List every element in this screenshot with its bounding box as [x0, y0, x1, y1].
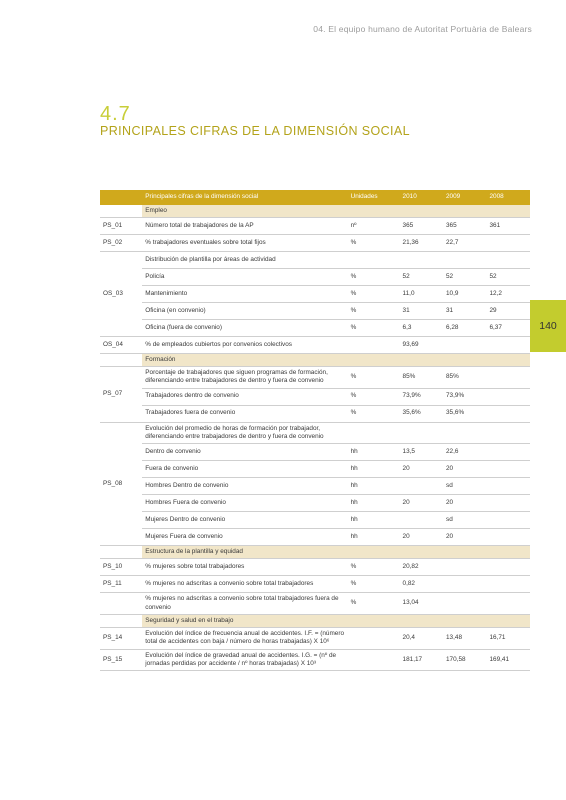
indicator-desc: Mujeres Dentro de convenio: [142, 512, 347, 529]
value-2009: 20: [443, 461, 486, 478]
unit-cell: hh: [348, 478, 400, 495]
value-2009: 20: [443, 495, 486, 512]
value-2008: 16,71: [486, 627, 530, 649]
unit-cell: %: [348, 405, 400, 422]
table-header-row: [100, 190, 530, 205]
indicator-desc: Trabajadores dentro de convenio: [142, 388, 347, 405]
table-row: [100, 303, 530, 320]
value-2008: [486, 495, 530, 512]
header-2010: 2010: [400, 190, 443, 205]
value-2009: 13,48: [443, 627, 486, 649]
indicator-code: OS_04: [100, 337, 142, 354]
value-2010: [400, 512, 443, 529]
unit-cell: [348, 627, 400, 649]
indicator-code: OS_03: [100, 252, 142, 337]
header-code: [100, 190, 142, 205]
value-2008: 169,41: [486, 649, 530, 671]
table-row: [100, 478, 530, 495]
value-2010: 11,0: [400, 286, 443, 303]
social-figures-table: [100, 190, 530, 671]
value-2010: 85%: [400, 367, 443, 389]
value-2010: 52: [400, 269, 443, 286]
section-label: Estructura de la plantilla y equidad: [142, 546, 530, 559]
page-number: 140: [539, 320, 557, 332]
header-2009: 2009: [443, 190, 486, 205]
unit-cell: %: [348, 576, 400, 593]
value-2008: 361: [486, 218, 530, 235]
indicator-code: PS_02: [100, 235, 142, 252]
section-title: PRINCIPALES CIFRAS DE LA DIMENSIÓN SOCIAL: [100, 124, 410, 138]
value-2009: [443, 252, 486, 269]
value-2008: [486, 461, 530, 478]
unit-cell: [348, 252, 400, 269]
value-2010: 181,17: [400, 649, 443, 671]
table-row: [100, 218, 530, 235]
indicator-code: PS_10: [100, 559, 142, 576]
unit-cell: hh: [348, 512, 400, 529]
table-row: [100, 422, 530, 444]
value-2008: 12,2: [486, 286, 530, 303]
value-2009: 22,6: [443, 444, 486, 461]
value-2010: 20: [400, 495, 443, 512]
value-2010: [400, 422, 443, 444]
value-2008: [486, 405, 530, 422]
table-row: [100, 320, 530, 337]
unit-cell: hh: [348, 444, 400, 461]
value-2008: [486, 593, 530, 615]
unit-cell: nº: [348, 218, 400, 235]
value-2010: 6,3: [400, 320, 443, 337]
value-2008: [486, 367, 530, 389]
section-row: [100, 546, 530, 559]
indicator-desc: Hombres Dentro de convenio: [142, 478, 347, 495]
unit-cell: %: [348, 303, 400, 320]
indicator-desc: Evolución del índice de frecuencia anual de accidentes. I.F. = (número total de accidentes con baja / número de horas trabajadas) X 10⁶: [142, 627, 347, 649]
value-2008: 52: [486, 269, 530, 286]
value-2010: 20: [400, 529, 443, 546]
section-row: [100, 205, 530, 218]
value-2009: [443, 593, 486, 615]
header-indicator: Principales cifras de la dimensión social: [142, 190, 347, 205]
table-row: [100, 252, 530, 269]
unit-cell: %: [348, 593, 400, 615]
value-2009: 6,28: [443, 320, 486, 337]
table-row: [100, 444, 530, 461]
value-2008: [486, 559, 530, 576]
unit-cell: %: [348, 320, 400, 337]
indicator-code: PS_11: [100, 576, 142, 593]
value-2010: 13,5: [400, 444, 443, 461]
indicator-desc: Mujeres Fuera de convenio: [142, 529, 347, 546]
value-2009: 85%: [443, 367, 486, 389]
value-2008: [486, 252, 530, 269]
table-row: [100, 405, 530, 422]
table-row: [100, 512, 530, 529]
value-2010: 13,04: [400, 593, 443, 615]
value-2010: 93,69: [400, 337, 443, 354]
value-2009: sd: [443, 512, 486, 529]
header-2008: 2008: [486, 190, 530, 205]
value-2010: [400, 478, 443, 495]
value-2009: 170,58: [443, 649, 486, 671]
value-2010: 0,82: [400, 576, 443, 593]
value-2008: [486, 388, 530, 405]
value-2009: 52: [443, 269, 486, 286]
indicator-code: PS_01: [100, 218, 142, 235]
value-2009: [443, 337, 486, 354]
indicator-desc: % mujeres sobre total trabajadores: [142, 559, 347, 576]
unit-cell: %: [348, 286, 400, 303]
indicator-desc: % mujeres no adscritas a convenio sobre total trabajadores fuera de convenio: [142, 593, 347, 615]
unit-cell: %: [348, 388, 400, 405]
value-2008: 29: [486, 303, 530, 320]
unit-cell: %: [348, 559, 400, 576]
table-row: [100, 649, 530, 671]
indicator-desc: % mujeres no adscritas a convenio sobre total trabajadores: [142, 576, 347, 593]
value-2010: 20,4: [400, 627, 443, 649]
value-2009: 20: [443, 529, 486, 546]
table-row: [100, 337, 530, 354]
value-2008: [486, 478, 530, 495]
indicator-desc: % trabajadores eventuales sobre total fijos: [142, 235, 347, 252]
value-2008: [486, 512, 530, 529]
value-2010: [400, 252, 443, 269]
table-row: [100, 593, 530, 615]
header-unit: Unidades: [348, 190, 400, 205]
indicator-code: PS_14: [100, 627, 142, 649]
table-row: [100, 529, 530, 546]
value-2010: 73,9%: [400, 388, 443, 405]
indicator-desc: Hombres Fuera de convenio: [142, 495, 347, 512]
value-2009: 35,6%: [443, 405, 486, 422]
indicator-code: PS_08: [100, 422, 142, 546]
unit-cell: hh: [348, 461, 400, 478]
table-row: [100, 388, 530, 405]
unit-cell: %: [348, 269, 400, 286]
section-label: Formación: [142, 354, 530, 367]
page-number-tab: [530, 300, 566, 352]
section-number: 4.7: [100, 103, 131, 125]
value-2010: 35,6%: [400, 405, 443, 422]
unit-cell: hh: [348, 529, 400, 546]
indicator-desc: Trabajadores fuera de convenio: [142, 405, 347, 422]
unit-cell: %: [348, 235, 400, 252]
table-row: [100, 367, 530, 389]
unit-cell: hh: [348, 495, 400, 512]
table-row: [100, 286, 530, 303]
indicator-desc: Policía: [142, 269, 347, 286]
table-row: [100, 461, 530, 478]
indicator-desc: Oficina (fuera de convenio): [142, 320, 347, 337]
indicator-code: PS_07: [100, 367, 142, 423]
value-2008: [486, 576, 530, 593]
value-2009: [443, 576, 486, 593]
table-row: [100, 576, 530, 593]
value-2009: [443, 422, 486, 444]
table-row: [100, 235, 530, 252]
section-label: Empleo: [142, 205, 530, 218]
indicator-desc: % de empleados cubiertos por convenios colectivos: [142, 337, 347, 354]
indicator-desc: Mantenimiento: [142, 286, 347, 303]
value-2010: 31: [400, 303, 443, 320]
indicator-desc: Oficina (en convenio): [142, 303, 347, 320]
indicator-desc: Evolución del índice de gravedad anual de accidentes. I.G. = (nº de jornadas perdidas por accidente / nº horas trabajadas) X 10³: [142, 649, 347, 671]
value-2008: [486, 444, 530, 461]
indicator-desc: Número total de trabajadores de la AP: [142, 218, 347, 235]
indicator-desc: Porcentaje de trabajadores que siguen programas de formación, diferenciando entre trabajadores de dentro y fuera de convenio: [142, 367, 347, 389]
value-2009: 73,9%: [443, 388, 486, 405]
indicator-desc: Distribución de plantilla por áreas de actividad: [142, 252, 347, 269]
running-header: 04. El equipo humano de Autoritat Portuària de Balears: [313, 24, 532, 34]
value-2009: sd: [443, 478, 486, 495]
section-row: [100, 354, 530, 367]
value-2010: 21,36: [400, 235, 443, 252]
indicator-desc: Fuera de convenio: [142, 461, 347, 478]
indicator-code: PS_15: [100, 649, 142, 671]
indicator-desc: Evolución del promedio de horas de formación por trabajador, diferenciando entre trabajadores de dentro y fuera de convenio: [142, 422, 347, 444]
unit-cell: [348, 649, 400, 671]
value-2009: [443, 559, 486, 576]
section-row: [100, 614, 530, 627]
value-2009: 365: [443, 218, 486, 235]
table-row: [100, 627, 530, 649]
value-2008: [486, 529, 530, 546]
unit-cell: [348, 337, 400, 354]
value-2009: 10,9: [443, 286, 486, 303]
section-label: Seguridad y salud en el trabajo: [142, 614, 530, 627]
value-2008: [486, 422, 530, 444]
table-row: [100, 269, 530, 286]
value-2009: 22,7: [443, 235, 486, 252]
value-2009: 31: [443, 303, 486, 320]
value-2008: [486, 235, 530, 252]
table-row: [100, 559, 530, 576]
unit-cell: [348, 422, 400, 444]
value-2008: 6,37: [486, 320, 530, 337]
unit-cell: %: [348, 367, 400, 389]
value-2008: [486, 337, 530, 354]
indicator-desc: Dentro de convenio: [142, 444, 347, 461]
table-row: [100, 495, 530, 512]
value-2010: 365: [400, 218, 443, 235]
value-2010: 20,82: [400, 559, 443, 576]
value-2010: 20: [400, 461, 443, 478]
